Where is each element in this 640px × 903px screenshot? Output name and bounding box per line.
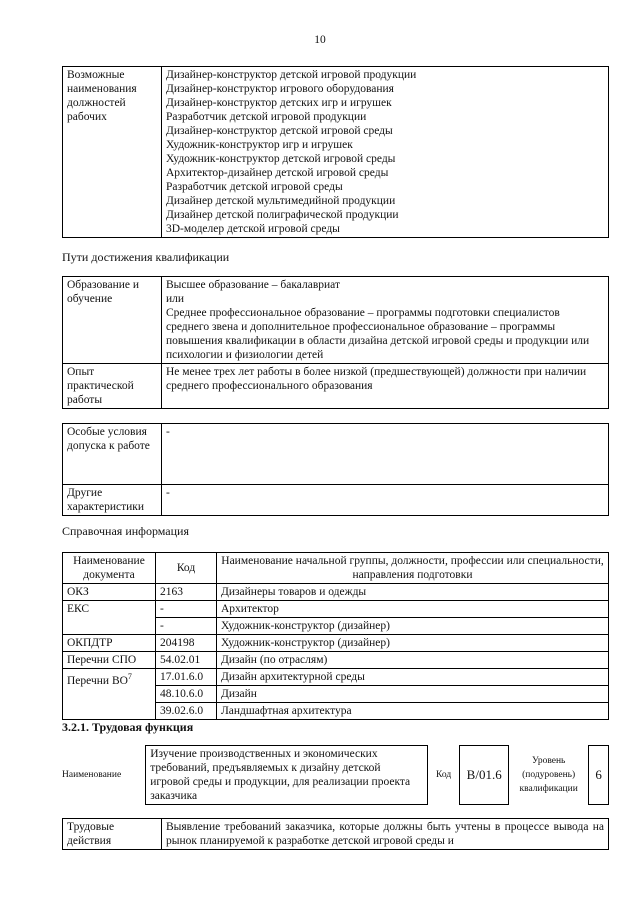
function-name-value: Изучение производственных и экономических требований, предъявляемых к дизайну детской игровой среды и продукции, для реализации проекта заказчика — [146, 746, 428, 805]
ref-doc — [63, 669, 156, 720]
job-item: Разработчик детской игровой продукции — [166, 111, 367, 123]
function-code-label: Код — [436, 770, 452, 780]
ref-doc-text: Перечни ВО — [67, 674, 128, 687]
ref-name: Дизайн — [217, 686, 609, 703]
ref-header-code: Код — [156, 553, 217, 584]
actions-table — [62, 818, 609, 850]
ref-doc: ОКПДТР — [63, 635, 156, 652]
ref-code: 39.02.6.0 — [156, 703, 217, 720]
ref-header-doc: Наименование документа — [63, 553, 156, 584]
other-characteristics-value: - — [162, 485, 609, 516]
ref-code: 2163 — [156, 584, 217, 601]
ref-doc: ОКЗ — [63, 584, 156, 601]
jobs-label: Возможные наименования должностей рабочих — [63, 67, 162, 238]
education-table — [62, 276, 609, 409]
job-item: Художник-конструктор детской игровой среды — [166, 153, 396, 165]
other-characteristics-label: Другие характеристики — [63, 485, 162, 516]
education-value — [162, 277, 609, 364]
education-line: или — [166, 293, 185, 305]
reference-heading: Справочная информация — [62, 524, 189, 538]
ref-code: 17.01.6.0 — [156, 669, 217, 686]
ref-code: 54.02.01 — [156, 652, 217, 669]
ref-code: - — [156, 618, 217, 635]
job-item: Дизайнер-конструктор игрового оборудования — [166, 83, 394, 95]
ref-code: 48.10.6.0 — [156, 686, 217, 703]
page-number: 10 — [314, 34, 326, 46]
table-row — [63, 635, 609, 652]
job-item: Дизайнер детской мультимедийной продукции — [166, 195, 396, 207]
ref-name: Дизайнеры товаров и одежды — [217, 584, 609, 601]
function-heading: 3.2.1. Трудовая функция — [62, 720, 194, 734]
ref-name: Архитектор — [217, 601, 609, 618]
job-item: Дизайнер-конструктор детской игровой среды — [166, 125, 393, 137]
experience-value: Не менее трех лет работы в более низкой (предшествующей) должности при наличии среднего профессионального образования — [162, 364, 609, 409]
job-item: 3D-моделер детской игровой среды — [166, 223, 340, 235]
footnote-mark: 7 — [127, 672, 132, 681]
paths-heading: Пути достижения квалификации — [62, 250, 230, 264]
ref-code: - — [156, 601, 217, 618]
table-row — [63, 601, 609, 618]
jobs-list — [162, 67, 609, 238]
job-item: Архитектор-дизайнер детской игровой среды — [166, 167, 389, 179]
job-item: Дизайнер-конструктор детской игровой продукции — [166, 69, 417, 81]
education-line: Среднее профессиональное образование – программы подготовки специалистов среднего звена и дополнительное профессиональное образование – программы повышения квалификации в области дизайна детской игровой среды и продукции или психологии и физиологии детей — [166, 307, 590, 361]
function-level-value: 6 — [589, 746, 609, 805]
table-row — [63, 669, 609, 686]
function-code-value: B/01.6 — [460, 746, 509, 805]
ref-name: Художник-конструктор (дизайнер) — [217, 635, 609, 652]
ref-name: Художник-конструктор (дизайнер) — [217, 618, 609, 635]
ref-doc: ЕКС — [63, 601, 156, 635]
ref-name: Ландшафтная архитектура — [217, 703, 609, 720]
education-line: Высшее образование – бакалавриат — [166, 279, 340, 291]
reference-table — [62, 552, 609, 720]
job-item: Дизайнер детской полиграфической продукции — [166, 209, 399, 221]
table-row — [63, 584, 609, 601]
actions-label: Трудовые действия — [63, 819, 162, 850]
special-conditions-label: Особые условия допуска к работе — [63, 424, 162, 485]
ref-code: 204198 — [156, 635, 217, 652]
jobs-table — [62, 66, 609, 238]
actions-value: Выявление требований заказчика, которые должны быть учтены в процессе вывода на рынок планируемой к разработке детской игровой среды и — [162, 819, 609, 850]
function-level-label: Уровень (подуровень) квалификации — [519, 756, 578, 794]
education-label: Образование и обучение — [63, 277, 162, 364]
ref-header-name: Наименование начальной группы, должности, профессии или специальности, направления подготовки — [217, 553, 609, 584]
job-item: Разработчик детской игровой среды — [166, 181, 343, 193]
table-row — [63, 652, 609, 669]
ref-doc: Перечни СПО — [63, 652, 156, 669]
experience-label: Опыт практической работы — [63, 364, 162, 409]
conditions-table — [62, 423, 609, 516]
function-name-label: Наименование — [62, 770, 122, 780]
job-item: Дизайнер-конструктор детских игр и игрушек — [166, 97, 392, 109]
special-conditions-value: - — [162, 424, 609, 485]
ref-name: Дизайн (по отраслям) — [217, 652, 609, 669]
function-table — [62, 745, 609, 805]
job-item: Художник-конструктор игр и игрушек — [166, 139, 353, 151]
ref-name: Дизайн архитектурной среды — [217, 669, 609, 686]
